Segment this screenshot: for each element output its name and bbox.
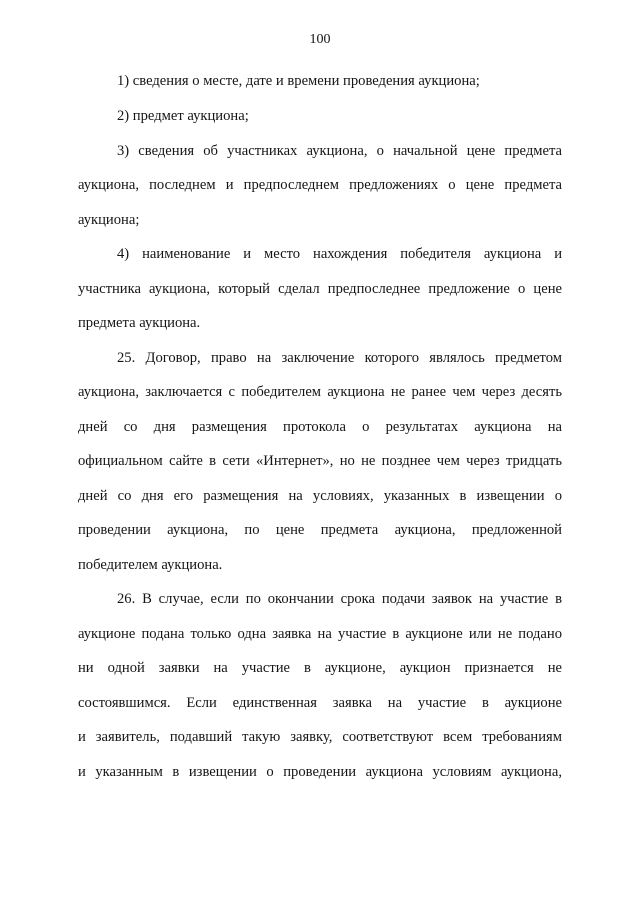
text-line: состоявшимся. Если единственная заявка на участие в аукционе (78, 695, 562, 711)
text-line: предмета аукциона. (78, 315, 201, 331)
text-line: 1) сведения о месте, дате и времени проведения аукциона; (117, 73, 480, 89)
text-line: 2) предмет аукциона; (117, 108, 249, 124)
text-line: дней со дня его размещения на условиях, указанных в извещении о (78, 488, 562, 504)
text-line: и заявитель, подавший такую заявку, соответствуют всем требованиям (78, 729, 562, 745)
text-line: аукциона, последнем и предпоследнем предложениях о цене предмета (78, 177, 562, 193)
text-line: аукциона; (78, 212, 140, 228)
text-line: проведении аукциона, по цене предмета аукциона, предложенной (78, 522, 562, 538)
text-line: 25. Договор, право на заключение которого являлось предметом (117, 350, 562, 366)
text-line: победителем аукциона. (78, 557, 223, 573)
text-line: официальном сайте в сети «Интернет», но не позднее чем через тридцать (78, 453, 562, 469)
text-line: дней со дня размещения протокола о результатах аукциона на (78, 419, 562, 435)
text-line: ни одной заявки на участие в аукционе, аукцион признается не (78, 660, 562, 676)
text-line: 26. В случае, если по окончании срока подачи заявок на участие в (117, 591, 562, 607)
text-line: и указанным в извещении о проведении аукциона условиям аукциона, (78, 764, 562, 780)
text-line: 4) наименование и место нахождения победителя аукциона и (117, 246, 562, 262)
text-line: аукциона, заключается с победителем аукциона не ранее чем через десять (78, 384, 562, 400)
text-line: 3) сведения об участниках аукциона, о начальной цене предмета (117, 143, 562, 159)
page-number: 100 (309, 32, 331, 47)
text-line: аукционе подана только одна заявка на участие в аукционе или не подано (78, 626, 562, 642)
text-line: участника аукциона, который сделал предпоследнее предложение о цене (78, 281, 562, 297)
